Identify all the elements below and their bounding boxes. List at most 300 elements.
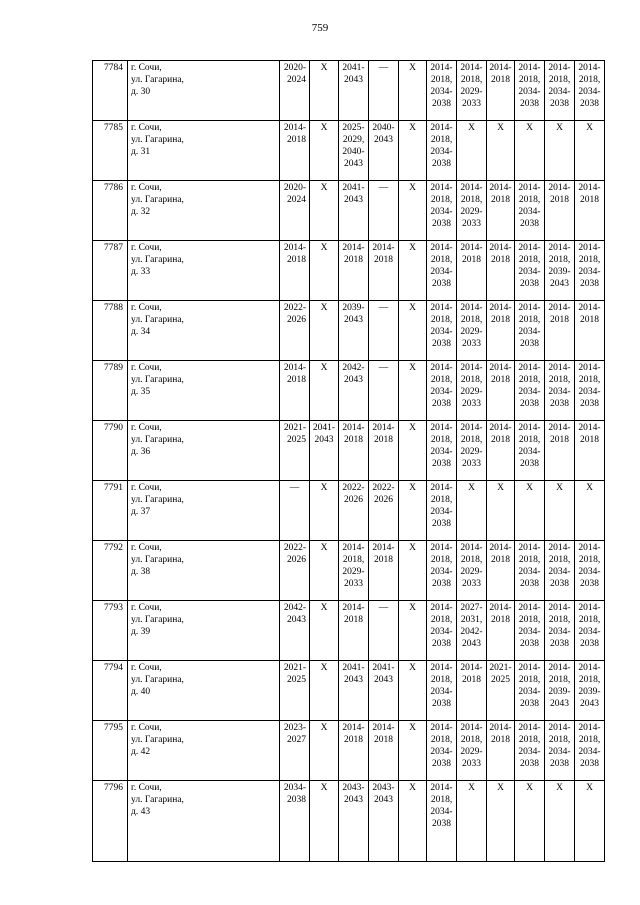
period-cell [487, 541, 515, 601]
period-cell [427, 541, 457, 601]
cell-line: 2038 [580, 639, 599, 649]
period-cell [369, 781, 399, 862]
cell-line: 2033 [462, 399, 481, 409]
cell-line: 2018, [548, 615, 571, 625]
cell-line: д. 32 [131, 207, 151, 217]
cell-line: 2038 [432, 579, 451, 589]
period-cell [399, 721, 427, 781]
cell-line: 2034- [548, 627, 571, 637]
period-cell [575, 61, 605, 121]
cell-line: 2014- [342, 543, 365, 553]
cell-line: 2038 [287, 795, 306, 805]
cell-line: 2042- [460, 627, 483, 637]
cell-line: 2034- [518, 687, 541, 697]
cell-line: 2034- [518, 747, 541, 757]
cell-line: 2014- [578, 723, 601, 733]
period-cell [339, 241, 369, 301]
cell-line: 2018 [491, 735, 510, 745]
row-number-cell: 7788 [93, 301, 128, 361]
cell-line: 2038 [580, 399, 599, 409]
cell-line: 2018, [342, 555, 365, 565]
period-cell [575, 661, 605, 721]
cell-line: ул. Гагарина, [131, 375, 184, 385]
period-cell [457, 61, 487, 121]
cell-line: 2034- [578, 627, 601, 637]
period-cell [339, 481, 369, 541]
cell-line: 2014- [489, 183, 512, 193]
cell-line: 2014- [460, 363, 483, 373]
cell-line: 2018, [460, 375, 483, 385]
period-cell [369, 541, 399, 601]
cell-line: 2018, [578, 735, 601, 745]
cell-line: 2018 [344, 735, 363, 745]
cell-line: 2018, [578, 615, 601, 625]
cell-line: 2040- [372, 123, 395, 133]
period-cell [457, 541, 487, 601]
cell-line: 2018, [430, 555, 453, 565]
period-cell [515, 301, 545, 361]
cell-line: 2018, [430, 255, 453, 265]
cell-line: 2038 [432, 459, 451, 469]
period-cell [545, 301, 575, 361]
cell-line: 2033 [462, 759, 481, 769]
cell-line: 2026 [287, 315, 306, 325]
period-cell [487, 601, 515, 661]
cell-line: д. 37 [131, 507, 151, 517]
cell-line: д. 31 [131, 147, 151, 157]
cell-line: 2014- [430, 123, 453, 133]
cell-line: 2029- [460, 567, 483, 577]
period-cell [515, 421, 545, 481]
cell-line: X [526, 483, 533, 493]
period-cell [575, 181, 605, 241]
period-cell [427, 301, 457, 361]
cell-line: 2038 [580, 99, 599, 109]
cell-line: 2031, [460, 615, 483, 625]
cell-line: 2014- [460, 423, 483, 433]
cell-line: ул. Гагарина, [131, 495, 184, 505]
period-cell [280, 661, 310, 721]
cell-line: 2034- [430, 387, 453, 397]
cell-line: 2014- [430, 483, 453, 493]
period-cell [487, 61, 515, 121]
period-cell [280, 481, 310, 541]
cell-line: 2038 [520, 219, 539, 229]
address-cell [128, 181, 280, 241]
cell-line: г. Сочи, [131, 63, 162, 73]
period-cell [339, 181, 369, 241]
cell-line: 2038 [520, 339, 539, 349]
cell-line: 2014- [283, 123, 306, 133]
address-cell [128, 121, 280, 181]
cell-line: 2018 [287, 135, 306, 145]
cell-line: 2034- [518, 387, 541, 397]
cell-line: 2043- [372, 783, 395, 793]
cell-line: 2043 [344, 195, 363, 205]
cell-line: 2018, [548, 255, 571, 265]
cell-line: — [378, 363, 389, 373]
cell-line: 2033 [462, 579, 481, 589]
period-cell [545, 61, 575, 121]
cell-line: X [556, 483, 563, 493]
cell-line: д. 40 [131, 687, 151, 697]
table-row [93, 301, 605, 361]
cell-line: — [378, 603, 389, 613]
period-cell [280, 61, 310, 121]
row-number-cell: 7784 [93, 61, 128, 121]
cell-line: 2025 [287, 435, 306, 445]
cell-line: 2033 [462, 339, 481, 349]
cell-line: 2014- [548, 423, 571, 433]
period-cell [339, 721, 369, 781]
period-cell [310, 121, 339, 181]
cell-line: 2014- [548, 243, 571, 253]
cell-line: 2039- [548, 267, 571, 277]
cell-line: 2034- [578, 87, 601, 97]
cell-line: 2034- [430, 267, 453, 277]
cell-line: 2038 [432, 399, 451, 409]
period-cell [427, 781, 457, 862]
period-cell [515, 121, 545, 181]
cell-line: 2043 [374, 795, 393, 805]
cell-line: 2014- [283, 363, 306, 373]
cell-line: 2014- [578, 303, 601, 313]
period-cell [280, 721, 310, 781]
cell-line: 2018 [491, 435, 510, 445]
cell-line: 2018 [374, 735, 393, 745]
period-cell [515, 361, 545, 421]
period-cell [427, 661, 457, 721]
cell-line: 2018 [491, 255, 510, 265]
cell-line: 2014- [430, 243, 453, 253]
period-cell [339, 781, 369, 862]
period-cell [427, 361, 457, 421]
period-cell [399, 421, 427, 481]
cell-line: 2043 [550, 279, 569, 289]
period-cell [310, 661, 339, 721]
cell-line: 2034- [518, 567, 541, 577]
period-cell [339, 361, 369, 421]
cell-line: 2034- [518, 447, 541, 457]
row-number-cell: 7793 [93, 601, 128, 661]
cell-line: 2014- [372, 723, 395, 733]
cell-line: 2018, [518, 435, 541, 445]
cell-line: 2018, [430, 615, 453, 625]
cell-line: X [468, 123, 475, 133]
cell-line: 2038 [520, 579, 539, 589]
cell-line: X [497, 483, 504, 493]
cell-line: X [409, 603, 416, 613]
row-number-cell: 7789 [93, 361, 128, 421]
period-cell [280, 241, 310, 301]
address-cell [128, 601, 280, 661]
cell-line: 2014- [548, 663, 571, 673]
cell-line: 2018, [430, 75, 453, 85]
period-cell [515, 661, 545, 721]
cell-line: г. Сочи, [131, 303, 162, 313]
cell-line: ул. Гагарина, [131, 795, 184, 805]
cell-line: 2014- [518, 603, 541, 613]
cell-line: 2014- [548, 543, 571, 553]
cell-line: X [586, 483, 593, 493]
cell-line: X [409, 723, 416, 733]
row-number-cell: 7786 [93, 181, 128, 241]
cell-line: ул. Гагарина, [131, 675, 184, 685]
cell-line: 2043 [462, 639, 481, 649]
cell-line: 2018 [374, 255, 393, 265]
cell-line: 2018, [460, 315, 483, 325]
cell-line: 2041- [372, 663, 395, 673]
cell-line: 2027 [287, 735, 306, 745]
cell-line: 2018 [287, 375, 306, 385]
cell-line: 2014- [460, 303, 483, 313]
cell-line: 2018, [430, 435, 453, 445]
period-cell [487, 301, 515, 361]
cell-line: 2029- [342, 567, 365, 577]
cell-line: 2018, [548, 375, 571, 385]
period-cell [545, 241, 575, 301]
cell-line: 2018 [491, 195, 510, 205]
address-cell [128, 481, 280, 541]
cell-line: 2014- [430, 63, 453, 73]
cell-line: 2018, [518, 735, 541, 745]
cell-line: 2018, [518, 315, 541, 325]
cell-line: 2029- [460, 387, 483, 397]
cell-line: 2018, [430, 675, 453, 685]
cell-line: 2014- [548, 723, 571, 733]
cell-line: 2018, [518, 75, 541, 85]
cell-line: 2020- [283, 63, 306, 73]
cell-line: X [526, 783, 533, 793]
period-cell [339, 421, 369, 481]
cell-line: 2014- [430, 783, 453, 793]
cell-line: X [556, 783, 563, 793]
cell-line: ул. Гагарина, [131, 255, 184, 265]
table-row [93, 61, 605, 121]
cell-line: 2014- [518, 423, 541, 433]
period-cell [427, 121, 457, 181]
cell-line: 2014- [578, 183, 601, 193]
cell-line: 2018, [460, 75, 483, 85]
cell-line: X [409, 483, 416, 493]
cell-line: 2014- [518, 303, 541, 313]
cell-line: 2034- [430, 807, 453, 817]
cell-line: X [409, 663, 416, 673]
cell-line: 2018 [344, 435, 363, 445]
cell-line: 2014- [578, 63, 601, 73]
cell-line: г. Сочи, [131, 483, 162, 493]
cell-line: 2034- [430, 567, 453, 577]
cell-line: 2018 [580, 195, 599, 205]
cell-line: д. 38 [131, 567, 151, 577]
period-cell [457, 421, 487, 481]
cell-line: 2018 [287, 255, 306, 265]
cell-line: 2018, [518, 675, 541, 685]
cell-line: 2041- [342, 183, 365, 193]
period-cell [487, 361, 515, 421]
cell-line: 2014- [489, 363, 512, 373]
cell-line: г. Сочи, [131, 723, 162, 733]
period-cell [369, 661, 399, 721]
cell-line: д. 34 [131, 327, 151, 337]
period-cell [310, 301, 339, 361]
cell-line: X [320, 783, 328, 793]
period-cell [457, 301, 487, 361]
cell-line: 2043 [344, 315, 363, 325]
period-cell [457, 781, 487, 862]
row-number-cell: 7795 [93, 721, 128, 781]
period-cell [515, 61, 545, 121]
period-cell [339, 121, 369, 181]
period-cell [399, 121, 427, 181]
table-row [93, 481, 605, 541]
cell-line: 2014- [460, 183, 483, 193]
period-cell [399, 781, 427, 862]
period-cell [310, 721, 339, 781]
cell-line: 2038 [432, 339, 451, 349]
cell-line: — [289, 483, 300, 493]
cell-line: 2018, [578, 555, 601, 565]
cell-line: 2034- [430, 507, 453, 517]
period-cell [427, 421, 457, 481]
cell-line: 2014- [430, 423, 453, 433]
period-cell [369, 361, 399, 421]
cell-line: X [409, 63, 416, 73]
cell-line: 2034- [548, 747, 571, 757]
table-row [93, 181, 605, 241]
period-cell [369, 421, 399, 481]
cell-line: 2014- [489, 303, 512, 313]
cell-line: ул. Гагарина, [131, 195, 184, 205]
address-cell [128, 781, 280, 862]
cell-line: д. 39 [131, 627, 151, 637]
cell-line: 2034- [430, 447, 453, 457]
period-cell [457, 601, 487, 661]
cell-line: д. 43 [131, 807, 151, 817]
cell-line: 2018 [344, 255, 363, 265]
cell-line: 2021- [283, 423, 306, 433]
cell-line: 2014- [460, 543, 483, 553]
cell-line: 2034- [518, 207, 541, 217]
cell-line: 2014- [283, 243, 306, 253]
cell-line: 2038 [520, 759, 539, 769]
cell-line: 2029- [460, 747, 483, 757]
cell-line: 2014- [489, 423, 512, 433]
cell-line: 2018, [430, 315, 453, 325]
table-row [93, 361, 605, 421]
cell-line: 2041- [312, 423, 336, 433]
address-cell [128, 661, 280, 721]
cell-line: 2020- [283, 183, 306, 193]
cell-line: X [409, 543, 416, 553]
period-cell [487, 481, 515, 541]
period-cell [399, 241, 427, 301]
cell-line: ул. Гагарина, [131, 615, 184, 625]
period-cell [280, 421, 310, 481]
cell-line: 2014- [489, 543, 512, 553]
cell-line: 2038 [520, 99, 539, 109]
cell-line: 2038 [520, 639, 539, 649]
address-cell [128, 241, 280, 301]
cell-line: 2041- [342, 63, 365, 73]
cell-line: 2042- [283, 603, 306, 613]
period-cell [369, 61, 399, 121]
cell-line: 2018, [518, 375, 541, 385]
cell-line: 2038 [550, 759, 569, 769]
period-cell [399, 481, 427, 541]
cell-line: 2018 [374, 555, 393, 565]
cell-line: 2018 [550, 315, 569, 325]
cell-line: X [409, 783, 416, 793]
period-cell [487, 781, 515, 862]
period-cell [399, 361, 427, 421]
period-cell [427, 601, 457, 661]
cell-line: 2039- [342, 303, 365, 313]
period-cell [310, 61, 339, 121]
cell-line: 2034- [578, 267, 601, 277]
period-cell [427, 181, 457, 241]
cell-line: 2014- [489, 63, 512, 73]
cell-line: д. 42 [131, 747, 151, 757]
period-cell [369, 241, 399, 301]
period-cell [280, 121, 310, 181]
period-cell [310, 481, 339, 541]
cell-line: 2026 [374, 495, 393, 505]
period-cell [310, 781, 339, 862]
cell-line: д. 36 [131, 447, 151, 457]
cell-line: 2034- [548, 387, 571, 397]
cell-line: 2018 [580, 315, 599, 325]
cell-line: 2014- [460, 723, 483, 733]
period-cell [545, 481, 575, 541]
cell-line: 2038 [580, 759, 599, 769]
cell-line: 2014- [430, 183, 453, 193]
cell-line: 2014- [342, 423, 365, 433]
cell-line: г. Сочи, [131, 123, 162, 133]
cell-line: 2034- [518, 87, 541, 97]
period-cell [575, 301, 605, 361]
period-cell [515, 481, 545, 541]
cell-line: 2042- [342, 363, 365, 373]
period-cell [399, 181, 427, 241]
cell-line: X [320, 603, 328, 613]
table-body [93, 61, 605, 862]
cell-line: 2038 [432, 279, 451, 289]
cell-line: 2022- [342, 483, 365, 493]
cell-line: 2034- [518, 327, 541, 337]
cell-line: X [468, 783, 475, 793]
cell-line: 2043 [550, 699, 569, 709]
cell-line: 2038 [550, 639, 569, 649]
period-cell [575, 541, 605, 601]
period-cell [310, 601, 339, 661]
cell-line: 2018, [430, 375, 453, 385]
period-cell [280, 541, 310, 601]
cell-line: 2014- [548, 603, 571, 613]
cell-line: X [586, 123, 593, 133]
cell-line: 2014- [518, 543, 541, 553]
cell-line: 2034- [430, 747, 453, 757]
cell-line: 2014- [342, 243, 365, 253]
cell-line: 2018 [491, 375, 510, 385]
cell-line: X [320, 243, 328, 253]
period-cell [487, 421, 515, 481]
period-cell [515, 601, 545, 661]
cell-line: 2018 [491, 615, 510, 625]
period-cell [575, 241, 605, 301]
period-cell [515, 781, 545, 862]
cell-line: X [586, 783, 593, 793]
